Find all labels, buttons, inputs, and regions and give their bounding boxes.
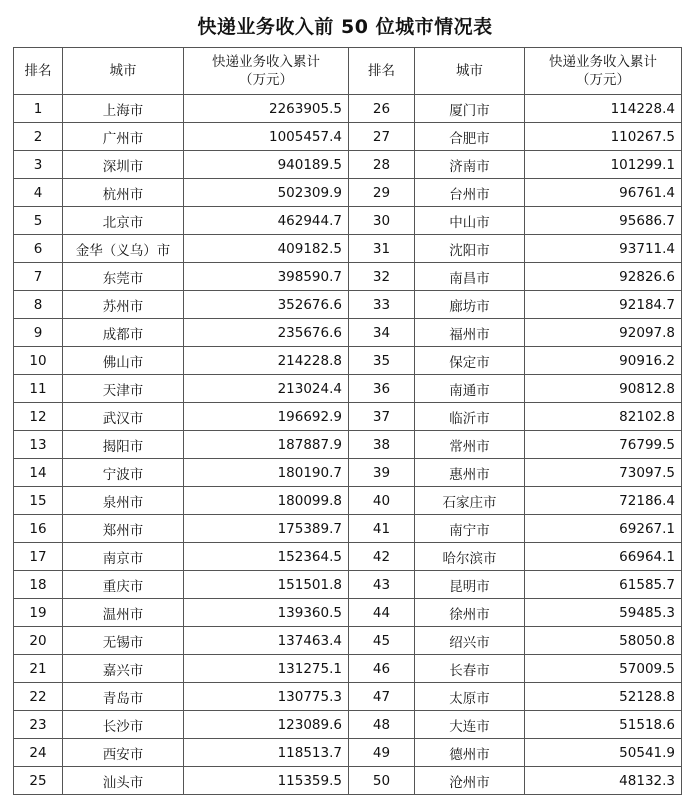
revenue-cell: 462944.7 [184,207,349,235]
city-cell: 中山市 [415,207,525,235]
revenue-cell: 93711.4 [525,235,682,263]
city-cell: 徐州市 [415,599,525,627]
header-city-left: 城市 [63,48,184,95]
table-row [14,571,682,599]
city-revenue-table [13,47,682,795]
rank-cell: 31 [349,235,415,263]
rank-cell: 36 [349,375,415,403]
city-cell: 苏州市 [63,291,184,319]
rank-cell: 30 [349,207,415,235]
rank-cell: 1 [14,95,63,123]
revenue-cell: 69267.1 [525,515,682,543]
city-cell: 德州市 [415,739,525,767]
header-revenue-right-line2: （万元） [576,72,630,88]
revenue-cell: 180190.7 [184,459,349,487]
city-cell: 深圳市 [63,151,184,179]
revenue-cell: 152364.5 [184,543,349,571]
table-row [14,235,682,263]
rank-cell: 6 [14,235,63,263]
revenue-cell: 180099.8 [184,487,349,515]
rank-cell: 13 [14,431,63,459]
city-cell: 沈阳市 [415,235,525,263]
rank-cell: 47 [349,683,415,711]
rank-cell: 14 [14,459,63,487]
revenue-cell: 502309.9 [184,179,349,207]
city-cell: 惠州市 [415,459,525,487]
city-cell: 临沂市 [415,403,525,431]
table-row [14,627,682,655]
city-cell: 佛山市 [63,347,184,375]
revenue-cell: 50541.9 [525,739,682,767]
table-row [14,263,682,291]
rank-cell: 27 [349,123,415,151]
revenue-cell: 409182.5 [184,235,349,263]
table-row [14,599,682,627]
revenue-cell: 90916.2 [525,347,682,375]
revenue-cell: 59485.3 [525,599,682,627]
city-cell: 无锡市 [63,627,184,655]
rank-cell: 24 [14,739,63,767]
header-revenue-left-line2: （万元） [239,72,293,88]
rank-cell: 45 [349,627,415,655]
table-row [14,431,682,459]
header-rank-left: 排名 [14,48,63,95]
table-row [14,403,682,431]
rank-cell: 48 [349,711,415,739]
city-cell: 嘉兴市 [63,655,184,683]
city-cell: 揭阳市 [63,431,184,459]
rank-cell: 26 [349,95,415,123]
city-cell: 南宁市 [415,515,525,543]
table-row [14,151,682,179]
revenue-cell: 352676.6 [184,291,349,319]
rank-cell: 7 [14,263,63,291]
rank-cell: 8 [14,291,63,319]
rank-cell: 25 [14,767,63,795]
city-cell: 沧州市 [415,767,525,795]
revenue-cell: 131275.1 [184,655,349,683]
rank-cell: 10 [14,347,63,375]
rank-cell: 40 [349,487,415,515]
revenue-cell: 73097.5 [525,459,682,487]
table-row [14,291,682,319]
table-row [14,739,682,767]
rank-cell: 18 [14,571,63,599]
revenue-cell: 110267.5 [525,123,682,151]
city-cell: 长沙市 [63,711,184,739]
rank-cell: 44 [349,599,415,627]
table-body [14,95,682,795]
rank-cell: 16 [14,515,63,543]
city-cell: 哈尔滨市 [415,543,525,571]
rank-cell: 15 [14,487,63,515]
page-title: 快递业务收入前 50 位城市情况表 [197,16,493,38]
table-row [14,347,682,375]
city-cell: 青岛市 [63,683,184,711]
city-cell: 天津市 [63,375,184,403]
revenue-cell: 187887.9 [184,431,349,459]
rank-cell: 9 [14,319,63,347]
rank-cell: 29 [349,179,415,207]
revenue-cell: 52128.8 [525,683,682,711]
revenue-cell: 2263905.5 [184,95,349,123]
city-cell: 大连市 [415,711,525,739]
revenue-cell: 96761.4 [525,179,682,207]
table-row [14,459,682,487]
table-row [14,711,682,739]
revenue-cell: 118513.7 [184,739,349,767]
revenue-cell: 90812.8 [525,375,682,403]
revenue-cell: 151501.8 [184,571,349,599]
city-cell: 石家庄市 [415,487,525,515]
revenue-cell: 235676.6 [184,319,349,347]
table-row [14,515,682,543]
rank-cell: 2 [14,123,63,151]
city-cell: 北京市 [63,207,184,235]
revenue-cell: 130775.3 [184,683,349,711]
city-cell: 杭州市 [63,179,184,207]
revenue-cell: 58050.8 [525,627,682,655]
rank-cell: 3 [14,151,63,179]
rank-cell: 19 [14,599,63,627]
city-cell: 温州市 [63,599,184,627]
table-row [14,95,682,123]
rank-cell: 37 [349,403,415,431]
revenue-cell: 114228.4 [525,95,682,123]
city-cell: 宁波市 [63,459,184,487]
rank-cell: 41 [349,515,415,543]
city-cell: 合肥市 [415,123,525,151]
rank-cell: 42 [349,543,415,571]
revenue-cell: 940189.5 [184,151,349,179]
city-cell: 广州市 [63,123,184,151]
city-cell: 东莞市 [63,263,184,291]
revenue-cell: 76799.5 [525,431,682,459]
city-cell: 上海市 [63,95,184,123]
city-cell: 西安市 [63,739,184,767]
city-cell: 济南市 [415,151,525,179]
revenue-cell: 51518.6 [525,711,682,739]
table-row [14,207,682,235]
header-revenue-right [525,48,682,95]
revenue-cell: 92184.7 [525,291,682,319]
revenue-cell: 213024.4 [184,375,349,403]
city-cell: 长春市 [415,655,525,683]
city-cell: 常州市 [415,431,525,459]
city-cell: 重庆市 [63,571,184,599]
city-cell: 绍兴市 [415,627,525,655]
revenue-cell: 214228.8 [184,347,349,375]
rank-cell: 12 [14,403,63,431]
city-cell: 昆明市 [415,571,525,599]
table-header-row [14,48,682,95]
table-row [14,543,682,571]
header-revenue-right-line1: 快递业务收入累计 [549,54,657,70]
city-cell: 太原市 [415,683,525,711]
header-rank-right: 排名 [349,48,415,95]
revenue-cell: 61585.7 [525,571,682,599]
city-cell: 台州市 [415,179,525,207]
table-row [14,319,682,347]
city-cell: 南京市 [63,543,184,571]
rank-cell: 5 [14,207,63,235]
rank-cell: 50 [349,767,415,795]
rank-cell: 17 [14,543,63,571]
revenue-cell: 137463.4 [184,627,349,655]
rank-cell: 4 [14,179,63,207]
revenue-cell: 57009.5 [525,655,682,683]
revenue-cell: 92826.6 [525,263,682,291]
rank-cell: 28 [349,151,415,179]
rank-cell: 33 [349,291,415,319]
city-cell: 保定市 [415,347,525,375]
rank-cell: 23 [14,711,63,739]
revenue-cell: 196692.9 [184,403,349,431]
revenue-cell: 95686.7 [525,207,682,235]
city-cell: 廊坊市 [415,291,525,319]
revenue-cell: 139360.5 [184,599,349,627]
revenue-cell: 398590.7 [184,263,349,291]
revenue-cell: 82102.8 [525,403,682,431]
table-row [14,123,682,151]
revenue-cell: 101299.1 [525,151,682,179]
city-cell: 武汉市 [63,403,184,431]
header-city-right: 城市 [415,48,525,95]
revenue-cell: 175389.7 [184,515,349,543]
revenue-cell: 92097.8 [525,319,682,347]
table-row [14,767,682,795]
city-cell: 厦门市 [415,95,525,123]
revenue-cell: 123089.6 [184,711,349,739]
revenue-cell: 1005457.4 [184,123,349,151]
city-cell: 泉州市 [63,487,184,515]
city-cell: 金华（义乌）市 [63,235,184,263]
rank-cell: 46 [349,655,415,683]
table-row [14,375,682,403]
rank-cell: 39 [349,459,415,487]
city-cell: 福州市 [415,319,525,347]
rank-cell: 22 [14,683,63,711]
revenue-cell: 72186.4 [525,487,682,515]
city-cell: 汕头市 [63,767,184,795]
rank-cell: 11 [14,375,63,403]
rank-cell: 21 [14,655,63,683]
table-row [14,179,682,207]
table-row [14,683,682,711]
rank-cell: 43 [349,571,415,599]
rank-cell: 38 [349,431,415,459]
city-cell: 郑州市 [63,515,184,543]
revenue-cell: 48132.3 [525,767,682,795]
revenue-cell: 115359.5 [184,767,349,795]
rank-cell: 49 [349,739,415,767]
city-cell: 南昌市 [415,263,525,291]
revenue-cell: 66964.1 [525,543,682,571]
rank-cell: 20 [14,627,63,655]
header-revenue-left-line1: 快递业务收入累计 [212,54,320,70]
rank-cell: 32 [349,263,415,291]
city-cell: 南通市 [415,375,525,403]
city-cell: 成都市 [63,319,184,347]
header-revenue-left [184,48,349,95]
table-row [14,655,682,683]
table-row [14,487,682,515]
rank-cell: 34 [349,319,415,347]
rank-cell: 35 [349,347,415,375]
